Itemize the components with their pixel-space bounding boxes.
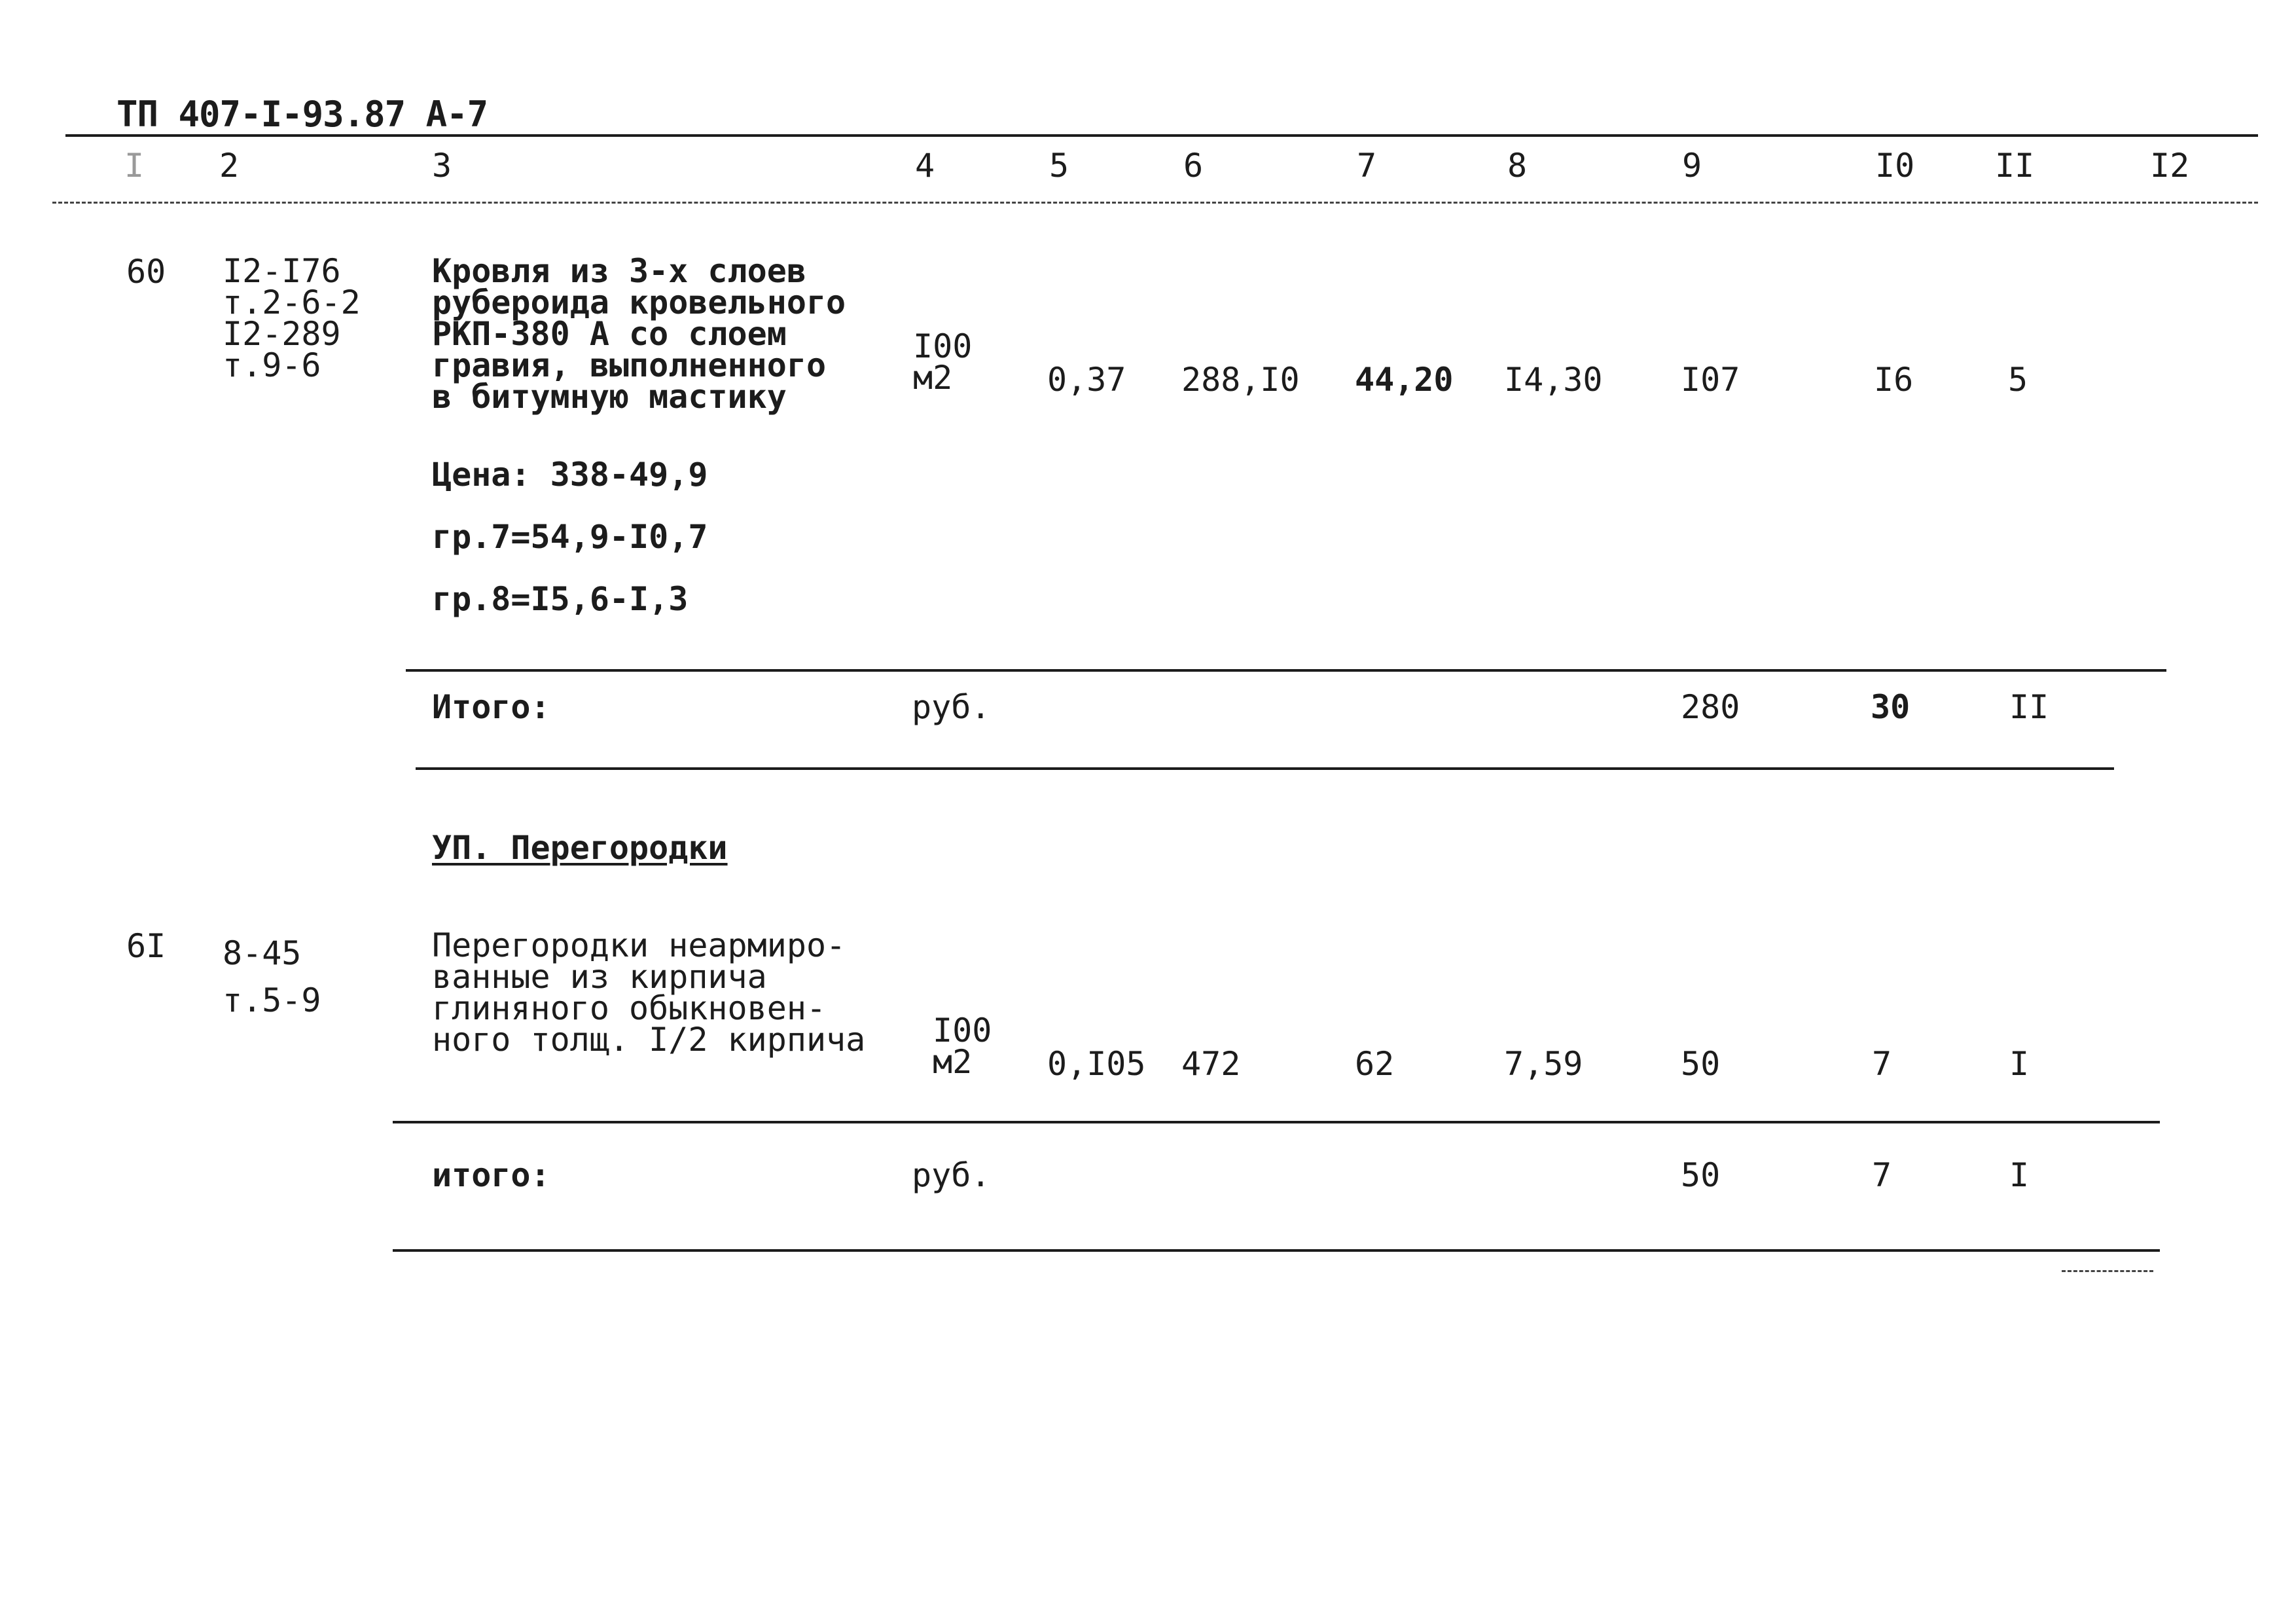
column-number-3: 3 [432,147,452,185]
column-number-7: 7 [1357,147,1377,185]
item-col-5: 0,I05 [1047,1045,1146,1083]
item-col-8: I4,30 [1504,361,1603,399]
subtotal-top-rule [406,669,2166,672]
item-codes: 8-45 т.5-9 [223,934,321,1019]
header-top-rule [65,134,2258,137]
item-col-9: I07 [1681,361,1740,399]
column-number-10: I0 [1875,147,1915,185]
end-rule [393,1249,2160,1252]
total-col-9: 280 [1681,688,1740,726]
column-number-1: I [124,147,145,185]
item-col-9: 50 [1681,1045,1721,1083]
item-col-11: I [2009,1045,2030,1083]
item-unit: I00 м2 [933,1012,992,1081]
column-number-6: 6 [1183,147,1204,185]
subtotal-bottom-rule [416,767,2114,770]
total-col-11: II [2009,688,2049,726]
end-rule-tail [2062,1270,2153,1272]
subtotal-top-rule [393,1121,2160,1123]
column-number-2: 2 [219,147,240,185]
total-col-10: 7 [1872,1156,1892,1194]
column-number-11: II [1995,147,2035,185]
item-col-7: 62 [1355,1045,1395,1083]
total-label: Итого: [432,688,550,726]
item-description: Перегородки неармиро- ванные из кирпича глиняного обыкновен- ного толщ. I/2 кирпича [432,926,866,1059]
total-col-10: 30 [1871,688,1910,726]
total-unit: руб. [912,688,991,726]
column-number-9: 9 [1682,147,1702,185]
group-8-note: гр.8=I5,6-I,3 [432,580,689,618]
item-col-6: 472 [1181,1045,1241,1083]
total-col-11: I [2009,1156,2030,1194]
item-number: 60 [126,253,166,291]
column-number-8: 8 [1507,147,1528,185]
item-description: Кровля из 3-х слоев рубероида кровельного РКП-380 А со слоем гравия, выполненного в битумную мастику [432,252,846,416]
item-col-7: 44,20 [1355,361,1454,399]
price-note: Цена: 338-49,9 [432,456,708,494]
column-number-4: 4 [915,147,935,185]
document-code: ТП 407-I-93.87 А-7 [117,94,488,135]
total-label: итого: [432,1156,550,1194]
group-7-note: гр.7=54,9-I0,7 [432,518,708,556]
item-unit: I00 м2 [913,327,973,397]
item-col-11: 5 [2008,361,2028,399]
total-col-9: 50 [1681,1156,1721,1194]
item-col-8: 7,59 [1504,1045,1583,1083]
item-codes: I2-I76 т.2-6-2 I2-289 т.9-6 [223,252,361,384]
header-bottom-rule [52,202,2258,204]
column-number-12: I2 [2150,147,2190,185]
section-title: УП. Перегородки [432,829,728,867]
item-col-6: 288,I0 [1181,361,1300,399]
item-number: 6I [126,927,166,965]
total-unit: руб. [912,1156,991,1194]
item-col-10: I6 [1874,361,1914,399]
item-col-5: 0,37 [1047,361,1126,399]
column-number-5: 5 [1049,147,1069,185]
item-col-10: 7 [1872,1045,1892,1083]
